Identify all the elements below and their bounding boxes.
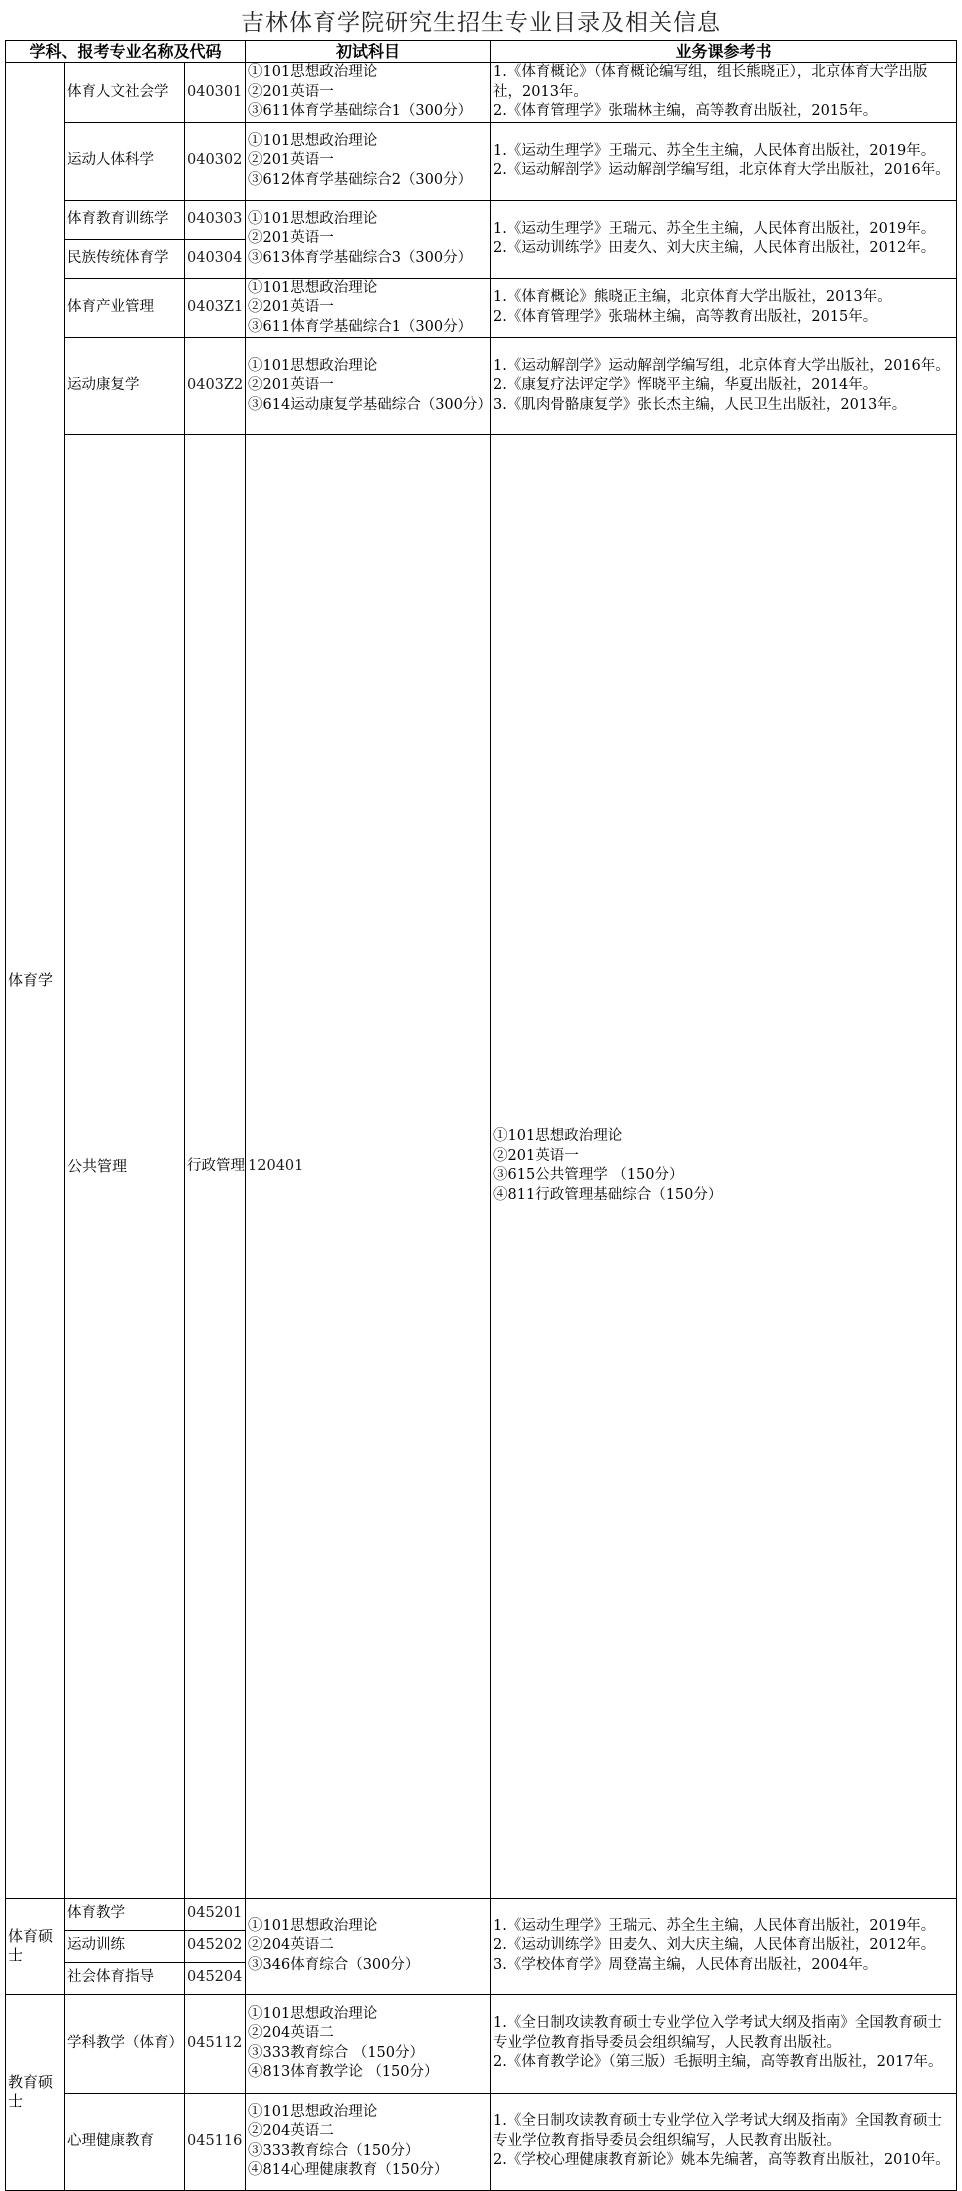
book-item: 1.《体育概论》熊晓正主编，北京体育大学出版社，2013年。 bbox=[493, 289, 892, 306]
catalog-table bbox=[5, 40, 957, 2191]
discipline-cell: 公共管理 bbox=[65, 435, 185, 1899]
major-name: 体育教学 bbox=[65, 1898, 185, 1930]
exam-item: ①101思想政治理论 bbox=[248, 132, 378, 149]
exam-item: ③333教育综合 （150分） bbox=[248, 2044, 424, 2061]
exam-item: ②201英语一 bbox=[248, 377, 334, 394]
page-title: 吉林体育学院研究生招生专业目录及相关信息 bbox=[241, 10, 721, 36]
book-item: 2.《运动训练学》田麦久、刘大庆主编，人民体育出版社，2012年。 bbox=[493, 240, 936, 256]
reference-books bbox=[491, 1994, 957, 2093]
book-item: 2.《体育管理学》张瑞林主编，高等教育出版社，2015年。 bbox=[493, 308, 878, 325]
book-item: 2.《运动训练学》田麦久、刘大庆主编，人民体育出版社，2012年。 bbox=[493, 1937, 936, 1954]
table-row bbox=[6, 435, 957, 1899]
table-row bbox=[6, 63, 957, 123]
exam-item: ②204英语二 bbox=[248, 2025, 334, 2041]
exam-item: ③333教育综合（150分） bbox=[248, 2142, 420, 2159]
exam-item: ②201英语一 bbox=[248, 299, 334, 315]
exam-item: ①101思想政治理论 bbox=[248, 1917, 378, 1934]
exam-subjects bbox=[246, 63, 491, 123]
reference-books bbox=[491, 63, 957, 123]
reference-books bbox=[491, 200, 957, 278]
exam-item: ①101思想政治理论 bbox=[248, 64, 378, 80]
major-name: 运动康复学 bbox=[65, 338, 185, 435]
exam-subjects bbox=[246, 1898, 491, 1994]
major-name: 运动训练 bbox=[65, 1930, 185, 1962]
book-item: 1.《运动生理学》王瑞元、苏全生主编，人民体育出版社，2019年。 bbox=[493, 220, 936, 237]
exam-item: ②201英语一 bbox=[248, 152, 334, 169]
exam-item: ④813体育教学论 （150分） bbox=[248, 2064, 439, 2080]
exam-item: ③346体育综合（300分） bbox=[248, 1956, 420, 1973]
book-item: 1.《运动生理学》王瑞元、苏全生主编，人民体育出版社，2019年。 bbox=[493, 1917, 936, 1934]
exam-subjects bbox=[246, 122, 491, 200]
table-row bbox=[6, 122, 957, 200]
exam-item: ③613体育学基础综合3（300分） bbox=[248, 249, 473, 266]
book-item: 1.《运动生理学》王瑞元、苏全生主编，人民体育出版社，2019年。 bbox=[493, 142, 936, 159]
major-name: 行政管理 bbox=[185, 435, 246, 1899]
table-row bbox=[6, 2093, 957, 2190]
major-code: 040301 bbox=[185, 63, 246, 123]
exam-item: ①101思想政治理论 bbox=[248, 2005, 378, 2022]
table-row bbox=[6, 1898, 957, 1930]
exam-item: ②201英语一 bbox=[493, 1147, 579, 1164]
header-exam: 初试科目 bbox=[246, 41, 491, 63]
exam-item: ③612体育学基础综合2（300分） bbox=[248, 171, 473, 188]
major-name: 体育产业管理 bbox=[65, 278, 185, 338]
major-name: 社会体育指导 bbox=[65, 1962, 185, 1994]
exam-item: ②204英语二 bbox=[248, 2123, 334, 2139]
book-item: 2.《康复疗法评定学》恽晓平主编，华夏出版社，2014年。 bbox=[493, 377, 878, 394]
header-major: 学科、报考专业名称及代码 bbox=[6, 41, 246, 63]
major-code: 120401 bbox=[246, 435, 491, 1899]
exam-item: ③611体育学基础综合1（300分） bbox=[248, 318, 473, 335]
table-row bbox=[6, 1994, 957, 2093]
header-row bbox=[6, 41, 957, 63]
exam-item: ②201英语一 bbox=[248, 83, 334, 100]
major-name: 体育教育训练学 bbox=[65, 200, 185, 239]
discipline-cell: 体育硕士 bbox=[6, 1898, 65, 1994]
discipline-cell: 体育学 bbox=[6, 63, 65, 1899]
book-item: 1.《全日制攻读教育硕士专业学位入学考试大纲及指南》全国教育硕士专业学位教育指导委员会组织编写，人民教育出版社。 bbox=[493, 2113, 942, 2149]
reference-books bbox=[491, 122, 957, 200]
book-item: 1.《体育概论》（体育概论编写组，组长熊晓正），北京体育大学出版社，2013年。 bbox=[493, 64, 928, 100]
reference-books bbox=[491, 338, 957, 435]
major-name: 运动人体科学 bbox=[65, 122, 185, 200]
book-item: 2.《运动解剖学》运动解剖学编写组，北京体育大学出版社，2016年。 bbox=[493, 162, 950, 178]
exam-item: ①101思想政治理论 bbox=[248, 2103, 378, 2120]
major-code: 045112 bbox=[185, 1994, 246, 2093]
table-row bbox=[6, 338, 957, 435]
book-item: 2.《体育教学论》（第三版）毛振明主编，高等教育出版社，2017年。 bbox=[493, 2054, 943, 2071]
exam-item: ②204英语二 bbox=[248, 1937, 334, 1954]
major-code: 0403Z2 bbox=[185, 338, 246, 435]
exam-subjects bbox=[246, 338, 491, 435]
major-name: 心理健康教育 bbox=[65, 2093, 185, 2190]
major-code: 045201 bbox=[185, 1898, 246, 1930]
major-code: 045204 bbox=[185, 1962, 246, 1994]
reference-books bbox=[491, 2093, 957, 2190]
book-item: 2.《学校心理健康教育新论》姚本先编著，高等教育出版社，2010年。 bbox=[493, 2152, 950, 2169]
book-item: 2.《体育管理学》张瑞林主编，高等教育出版社，2015年。 bbox=[493, 103, 878, 119]
exam-subjects bbox=[246, 200, 491, 278]
exam-item: ①101思想政治理论 bbox=[248, 357, 378, 374]
exam-item: ②201英语一 bbox=[248, 230, 334, 247]
exam-subjects bbox=[246, 2093, 491, 2190]
book-item: 1.《全日制攻读教育硕士专业学位入学考试大纲及指南》全国教育硕士专业学位教育指导委员会组织编写，人民教育出版社。 bbox=[493, 2015, 942, 2051]
major-code: 040302 bbox=[185, 122, 246, 200]
book-item: 1.《运动解剖学》运动解剖学编写组，北京体育大学出版社，2016年。 bbox=[493, 357, 950, 374]
header-books: 业务课参考书 bbox=[491, 41, 957, 63]
book-item: 3.《学校体育学》周登嵩主编，人民体育出版社，2004年。 bbox=[493, 1956, 878, 1973]
exam-item: ③615公共管理学 （150分） bbox=[493, 1167, 684, 1184]
major-name: 民族传统体育学 bbox=[65, 239, 185, 278]
exam-subjects bbox=[491, 435, 957, 1899]
table-row bbox=[6, 200, 957, 239]
exam-item: ④811行政管理基础综合（150分） bbox=[493, 1186, 723, 1203]
reference-books bbox=[491, 1898, 957, 1994]
exam-item: ③614运动康复学基础综合（300分） bbox=[248, 396, 492, 413]
major-code: 040304 bbox=[185, 239, 246, 278]
major-name: 体育人文社会学 bbox=[65, 63, 185, 123]
exam-item: ①101思想政治理论 bbox=[248, 279, 378, 296]
exam-subjects bbox=[246, 1994, 491, 2093]
major-code: 0403Z1 bbox=[185, 278, 246, 338]
discipline-cell: 教育硕士 bbox=[6, 1994, 65, 2190]
major-code: 040303 bbox=[185, 200, 246, 239]
reference-books bbox=[491, 278, 957, 338]
book-item: 3.《肌肉骨骼康复学》张长杰主编，人民卫生出版社，2013年。 bbox=[493, 396, 907, 413]
major-name: 学科教学（体育） bbox=[65, 1994, 185, 2093]
exam-item: ④814心理健康教育（150分） bbox=[248, 2162, 449, 2178]
exam-item: ③611体育学基础综合1（300分） bbox=[248, 103, 473, 119]
exam-item: ①101思想政治理论 bbox=[248, 210, 378, 227]
major-code: 045202 bbox=[185, 1930, 246, 1962]
table-row bbox=[6, 278, 957, 338]
exam-item: ①101思想政治理论 bbox=[493, 1128, 623, 1145]
major-code: 045116 bbox=[185, 2093, 246, 2190]
exam-subjects bbox=[246, 278, 491, 338]
